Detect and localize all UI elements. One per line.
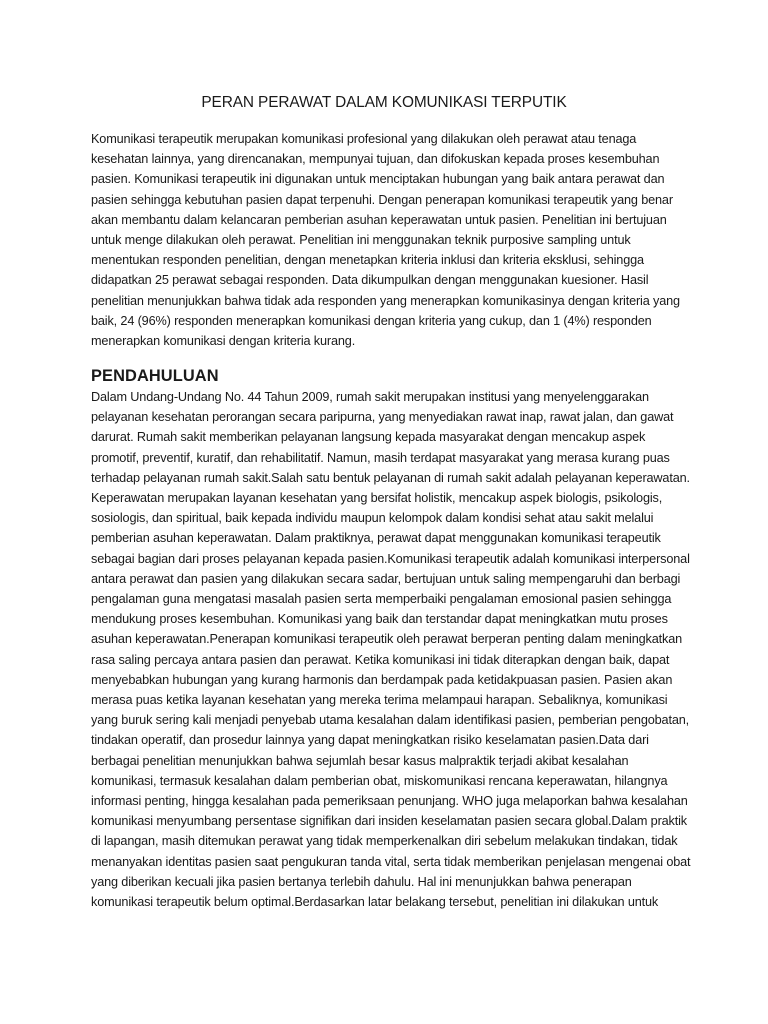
document-title: PERAN PERAWAT DALAM KOMUNIKASI TERPUTIK xyxy=(201,94,567,111)
section-heading-pendahuluan: PENDAHULUAN xyxy=(91,367,219,385)
abstract-paragraph: Komunikasi terapeutik merupakan komunikasi profesional yang dilakukan oleh perawat atau tenaga kesehatan lainnya, yang direncanakan, mempunyai tujuan, dan difokuskan kepada proses kesembuhan pasien. Komunikasi terapeutik ini digunakan untuk menciptakan hubungan yang baik antara perawat dan pasien sehingga kebutuhan pasien dapat terpenuhi. Dengan penerapan komunikasi terapeutik yang benar akan membantu dalam kelancaran pemberian asuhan keperawatan untuk pasien. Penelitian ini bertujuan untuk menge dilakukan oleh perawat. Penelitian ini menggunakan teknik purposive sampling untuk menentukan responden penelitian, dengan menetapkan kriteria inklusi dan kriteria eksklusi, sehingga didapatkan 25 perawat sebagai responden. Data dikumpulkan dengan menggunakan kuesioner. Hasil penelitian menunjukkan bahwa tidak ada responden yang menerapkan komunikasinya dengan kriteria yang baik, 24 (96%) responden menerapkan komunikasi dengan kriteria yang cukup, dan 1 (4%) responden menerapkan komunikasi dengan kriteria kurang. xyxy=(91,132,680,349)
body-paragraph: Dalam Undang-Undang No. 44 Tahun 2009, rumah sakit merupakan institusi yang menyelenggarakan pelayanan kesehatan perorangan secara paripurna, yang menyediakan rawat inap, rawat jalan, dan gawat darurat. Rumah sakit memberikan pelayanan langsung kepada masyarakat dengan mencakup aspek promotif, preventif, kuratif, dan rehabilitatif. Namun, masih terdapat masyarakat yang merasa kurang puas terhadap pelayanan rumah sakit.Salah satu bentuk pelayanan di rumah sakit adalah pelayanan keperawatan. Keperawatan merupakan layanan kesehatan yang bersifat holistik, mencakup aspek biologis, psikologis, sosiologis, dan spiritual, baik kepada individu maupun kelompok dalam kondisi sehat atau sakit melalui pemberian asuhan keperawatan. Dalam praktiknya, perawat dapat menggunakan komunikasi terapeutik sebagai bagian dari proses pelayanan kepada pasien.Komunikasi terapeutik adalah komunikasi interpersonal antara perawat dan pasien yang dilakukan secara sadar, bertujuan untuk saling mempengaruhi dan berbagi pengalaman guna mengatasi masalah pasien serta memperbaiki pengalaman emosional pasien sehingga mendukung proses kesembuhan. Komunikasi yang baik dan terstandar dapat meningkatkan mutu proses asuhan keperawatan.Penerapan komunikasi terapeutik oleh perawat berperan penting dalam meningkatkan rasa saling percaya antara pasien dan perawat. Ketika komunikasi ini tidak diterapkan dengan baik, dapat menyebabkan hubungan yang kurang harmonis dan berdampak pada ketidakpuasan pasien. Pasien akan merasa puas ketika layanan kesehatan yang mereka terima melampaui harapan. Sebaliknya, komunikasi yang buruk sering kali menjadi penyebab utama kesalahan dalam identifikasi pasien, pemberian pengobatan, tindakan operatif, dan prosedur lainnya yang dapat meningkatkan risiko keselamatan pasien.Data dari berbagai penelitian menunjukkan bahwa sejumlah besar kasus malpraktik terjadi akibat kesalahan komunikasi, termasuk kesalahan dalam pemberian obat, miskomunikasi rencana keperawatan, hilangnya informasi penting, hingga kesalahan pada pemeriksaan penunjang. WHO juga melaporkan bahwa kesalahan komunikasi menyumbang persentase signifikan dari insiden keselamatan pasien secara global.Dalam praktik di lapangan, masih ditemukan perawat yang tidak memperkenalkan diri sebelum melakukan tindakan, tidak menanyakan identitas pasien saat pengukuran tanda vital, serta tidak memberikan penjelasan mengenai obat yang diberikan kecuali jika pasien bertanya terlebih dahulu. Hal ini menunjukkan bahwa penerapan komunikasi terapeutik belum optimal.Berdasarkan latar belakang tersebut, penelitian ini dilakukan untuk xyxy=(91,390,691,910)
